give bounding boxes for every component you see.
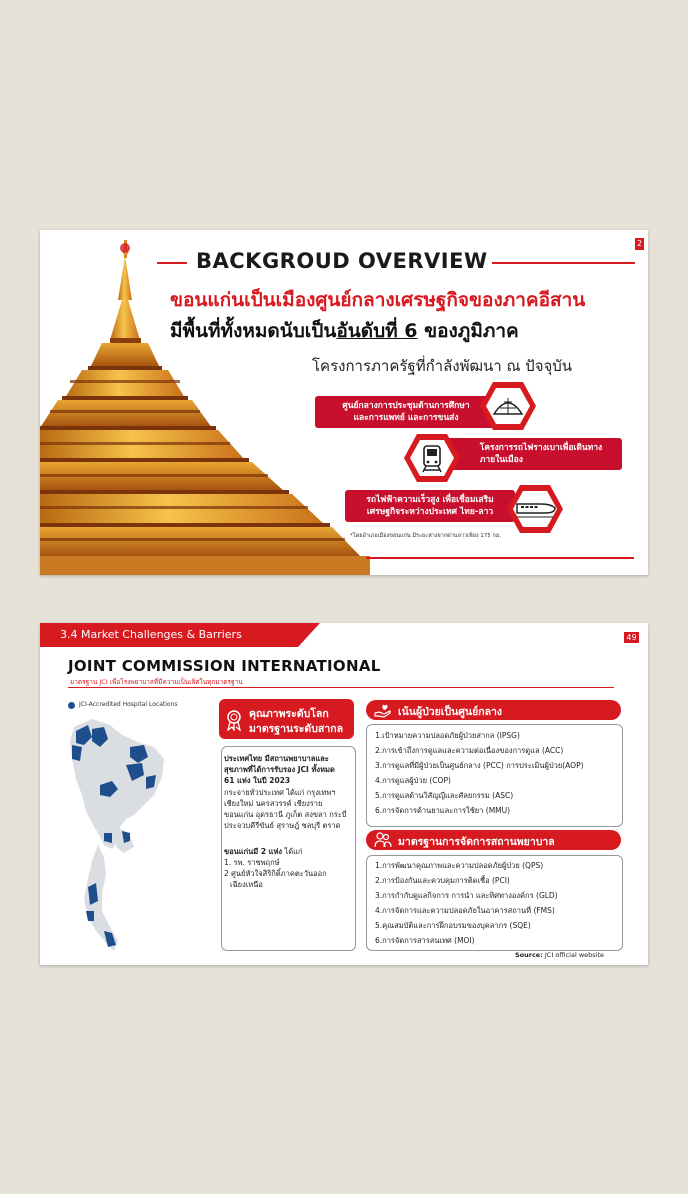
management-standard-item: 5.คุณสมบัติและการฝึกอบรมของบุคลากร (SQE) <box>375 921 531 930</box>
slide-jci <box>40 623 648 965</box>
headline-black-pre: มีพื้นที่ทั้งหมดนับเป็น <box>170 320 337 342</box>
management-standard-item: 1.การพัฒนาคุณภาพและความปลอดภัยผู้ป่วย (QPS) <box>375 861 544 870</box>
page-number: 49 <box>624 632 639 643</box>
project-line1: โครงการรถไฟรางเบาเพื่อเดินทาง <box>479 443 603 453</box>
bottom-rule <box>366 557 634 559</box>
patient-standard-item: 1.เป้าหมายความปลอดภัยผู้ป่วยสากล (IPSG) <box>375 731 520 740</box>
page-number: 2 <box>636 239 643 248</box>
summary-line: สุขภาพที่ได้การรับรอง JCI ทั้งหมด <box>224 765 335 774</box>
summary-line: ขอนแก่น อุดรธานี ภูเก็ต สงขลา กระบี่ <box>224 810 347 819</box>
kk-item: เฉียงเหนือ <box>230 880 263 889</box>
project-line1: ศูนย์กลางการประชุมด้านการศึกษา <box>342 401 470 411</box>
award-ribbon-icon <box>225 709 243 731</box>
management-standards-title: มาตรฐานการจัดการสถานพยาบาล <box>398 836 555 848</box>
source-note <box>515 951 604 959</box>
patient-standard-item: 5.การดูแลด้านวิสัญญีและศัลยกรรม (ASC) <box>375 791 514 800</box>
management-standard-item: 6.การจัดการสารสนเทศ (MOI) <box>375 936 475 945</box>
world-class-quality-box <box>219 699 354 739</box>
caring-hand-icon <box>374 702 392 718</box>
box-title-line1: คุณภาพระดับโลก <box>249 708 329 720</box>
high-speed-train-icon <box>505 483 565 535</box>
project-line2: เศรษฐกิจระหว่างประเทศ ไทย-ลาว <box>366 507 494 517</box>
summary-line: ประจวบคีรีขันธ์ สุราษฎ์ ชลบุรี ตราด <box>224 821 341 830</box>
patient-standard-item: 4.การดูแลผู้ป่วย (COP) <box>375 776 451 785</box>
tram-icon <box>402 432 462 484</box>
source-text: JCI official website <box>542 951 604 959</box>
map-legend: JCI-Accredited Hospital Locations <box>79 701 178 708</box>
patient-centered-title: เน้นผู้ป่วยเป็นศูนย์กลาง <box>398 706 503 718</box>
summary-line: ประเทศไทย มีสถานพยาบาลและ <box>224 754 329 763</box>
project-line2: ภายในเมือง <box>479 455 523 465</box>
khon-kaen-heading <box>224 846 303 857</box>
project-line1: รถไฟฟ้าความเร็วสูง เพื่อเชื่อมเสริม <box>366 495 494 505</box>
patient-standard-item: 2.การเข้าถึงการดูแลและความต่อเนื่องของการดูแล (ACC) <box>375 746 564 755</box>
project-pill-convention-center <box>315 396 497 428</box>
kk-item: 1. รพ. ราชพฤกษ์ <box>224 858 280 867</box>
management-standard-item: 4.การจัดการและความปลอดภัยในอาคารสถานที่ (FMS) <box>375 906 555 915</box>
thailand-map <box>62 715 182 955</box>
management-standards-header <box>366 830 621 850</box>
headline-red: ขอนแก่นเป็นเมืองศูนย์กลางเศรษฐกิจของภาคอีสาน <box>170 289 586 311</box>
slide-title: JOINT COMMISSION INTERNATIONAL <box>68 657 381 675</box>
title-rule-left <box>157 262 187 264</box>
summary-line: 61 แห่ง ในปี 2023 <box>224 776 291 785</box>
headline-black-post: ของภูมิภาค <box>417 320 519 342</box>
legend-marker <box>68 702 75 709</box>
patient-standard-item: 6.การจัดการด้านยาและการใช้ยา (MMU) <box>375 806 511 815</box>
title-rule-right <box>492 262 635 264</box>
box-title-line2: มาตรฐานระดับสากล <box>249 723 344 735</box>
slide-subtitle: มาตรฐาน JCI เพื่อโรงพยาบาลที่มีความเป็นเลิศในทุกมาตรฐาน <box>70 678 243 686</box>
project-line2: และการแพทย์ และการขนส่ง <box>353 413 459 423</box>
footnote: *โดยอำเภอเมืองขอนแก่น มีระยะห่างจากด่านลาวเพียง 175 กม. <box>350 533 502 539</box>
section-label: 3.4 Market Challenges & Barriers <box>60 628 242 641</box>
headline-rank: อันดับที่ 6 <box>336 320 418 342</box>
management-standard-item: 3.การกำกับดูแลกิจการ การนำ และทิศทางองค์กร (GLD) <box>375 891 558 900</box>
project-pill-high-speed-rail <box>345 490 515 522</box>
kk-heading-suffix: ได้แก่ <box>282 847 303 856</box>
kk-item: 2 ศูนย์หัวใจสิริกิติ์ภาคตะวันออก <box>224 869 327 878</box>
slide-title: BACKGROUD OVERVIEW <box>196 249 488 273</box>
title-rule <box>68 687 614 688</box>
patient-standard-item: 3.การดูแลที่มีผู้ป่วยเป็นศูนย์กลาง (PCC) การประเมินผู้ป่วย(AOP) <box>375 761 584 770</box>
management-standard-item: 2.การป้องกันและควบคุมการติดเชื้อ (PCI) <box>375 876 510 885</box>
source-label: Source: <box>514 951 543 959</box>
summary-line: เชียงใหม่ นครสวรรค์ เชียงราย <box>224 799 323 808</box>
summary-line: กระจายทั่วประเทศ ได้แก่ กรุงเทพฯ <box>224 788 336 797</box>
slide-background-overview <box>40 230 648 575</box>
headline-black <box>170 316 519 346</box>
projects-subheading: โครงการภาครัฐที่กำลังพัฒนา ณ ปัจจุบัน <box>312 357 573 375</box>
dome-building-icon <box>478 380 538 432</box>
kk-heading-bold: ขอนแก่นมี 2 แห่ง <box>224 847 283 856</box>
medical-staff-icon <box>374 832 392 848</box>
patient-centered-header <box>366 700 621 720</box>
